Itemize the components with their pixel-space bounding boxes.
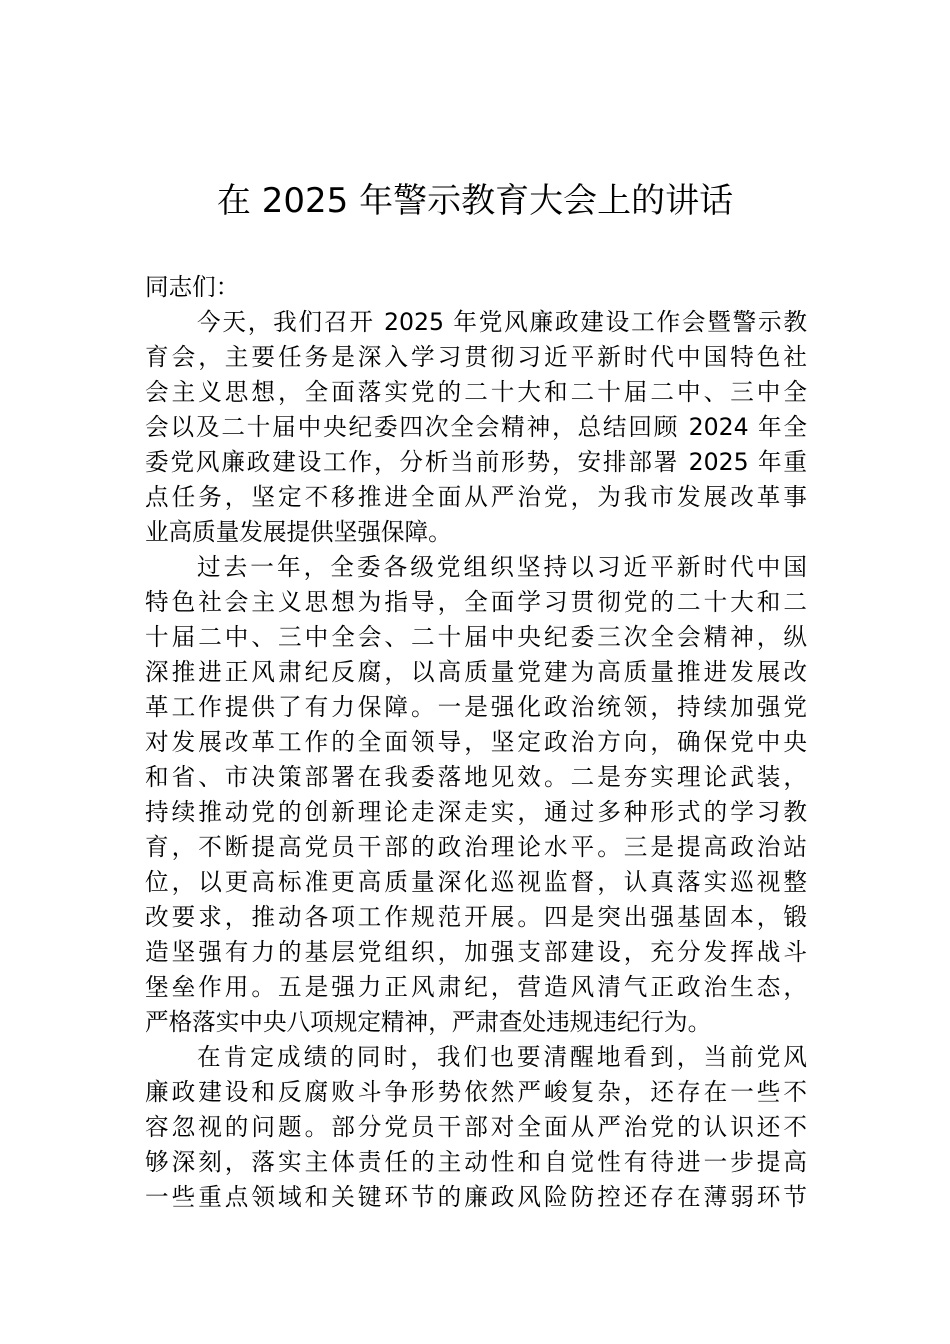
paragraph-line: 特色社会主义思想为指导，全面学习贯彻党的二十大和二: [145, 588, 807, 616]
paragraph-line: 持续推动党的创新理论走深走实，通过多种形式的学习教: [145, 798, 807, 826]
paragraph-line: 严格落实中央八项规定精神，严肃查处违规违纪行为。: [145, 1008, 712, 1036]
paragraph-line: 堡垒作用。五是强力正风肃纪，营造风清气正政治生态，: [145, 973, 807, 1001]
paragraph-line: 会以及二十届中央纪委四次全会精神，总结回顾 2024 年全: [145, 413, 807, 441]
salutation: 同志们：: [145, 273, 240, 301]
paragraph-line: 深推进正风肃纪反腐，以高质量党建为高质量推进发展改: [145, 658, 807, 686]
paragraph-line: 和省、市决策部署在我委落地见效。二是夯实理论武装，: [145, 763, 807, 791]
paragraph-line: 在肯定成绩的同时，我们也要清醒地看到，当前党风: [197, 1043, 807, 1071]
paragraph-1: [145, 305, 807, 550]
paragraph-line: 十届二中、三中全会、二十届中央纪委三次全会精神，纵: [145, 623, 807, 651]
paragraph-line: 委党风廉政建设工作，分析当前形势，安排部署 2025 年重: [145, 448, 807, 476]
paragraph-line: 够深刻，落实主体责任的主动性和自觉性有待进一步提高: [145, 1148, 807, 1176]
paragraph-line: 容忽视的问题。部分党员干部对全面从严治党的认识还不: [145, 1113, 807, 1141]
paragraph-line: 一些重点领域和关键环节的廉政风险防控还存在薄弱环节: [145, 1183, 807, 1211]
paragraph-line: 过去一年，全委各级党组织坚持以习近平新时代中国: [197, 553, 807, 581]
paragraph-line: 会主义思想，全面落实党的二十大和二十届二中、三中全: [145, 378, 807, 406]
paragraph-line: 育，不断提高党员干部的政治理论水平。三是提高政治站: [145, 833, 807, 861]
paragraph-line: 廉政建设和反腐败斗争形势依然严峻复杂，还存在一些不: [145, 1078, 807, 1106]
paragraph-line: 造坚强有力的基层党组织，加强支部建设，充分发挥战斗: [145, 938, 807, 966]
paragraph-line: 今天，我们召开 2025 年党风廉政建设工作会暨警示教: [197, 308, 807, 336]
paragraph-line: 革工作提供了有力保障。一是强化政治统领，持续加强党: [145, 693, 807, 721]
paragraph-3: [145, 1040, 807, 1215]
paragraph-2: [145, 550, 807, 1040]
paragraph-line: 位，以更高标准更高质量深化巡视监督，认真落实巡视整: [145, 868, 807, 896]
document-body: [145, 270, 807, 1215]
paragraph-line: 点任务，坚定不移推进全面从严治党，为我市发展改革事: [145, 483, 807, 511]
document-title: 在 2025 年警示教育大会上的讲话: [216, 181, 734, 221]
paragraph-line: 对发展改革工作的全面领导，坚定政治方向，确保党中央: [145, 728, 807, 756]
paragraph-line: 业高质量发展提供坚强保障。: [145, 518, 452, 546]
paragraph-line: 育会，主要任务是深入学习贯彻习近平新时代中国特色社: [145, 343, 807, 371]
paragraph-line: 改要求，推动各项工作规范开展。四是突出强基固本，锻: [145, 903, 807, 931]
